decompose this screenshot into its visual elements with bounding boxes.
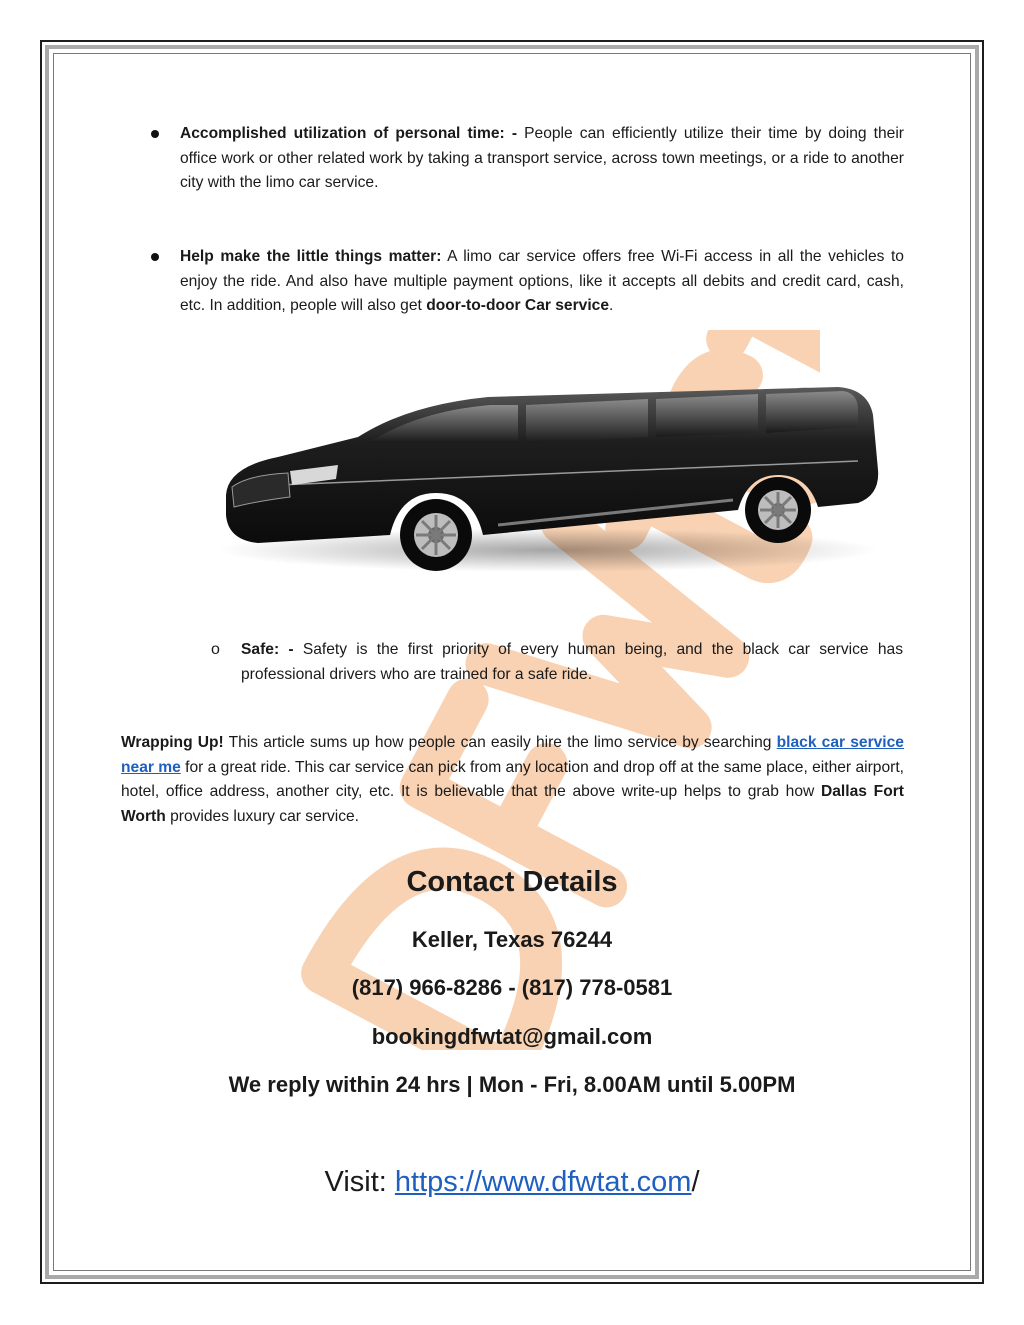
wrap-up-text: provides luxury car service. xyxy=(165,807,360,825)
black-car-service-link[interactable]: black car service near me xyxy=(121,734,904,776)
bullet-dot xyxy=(151,130,159,138)
contact-title: Contact Details xyxy=(406,866,618,898)
wrap-up-paragraph xyxy=(121,731,904,829)
contact-email: bookingdfwtat@gmail.com xyxy=(371,1024,653,1049)
contact-address: Keller, Texas 76244 xyxy=(411,927,613,952)
bullet-lead: Help make the little things matter: xyxy=(180,248,442,265)
bullet-bold-phrase: door-to-door Car service xyxy=(426,297,610,314)
visit-label: Visit: xyxy=(324,1166,395,1198)
wrap-up-lead: Wrapping Up! xyxy=(121,734,224,751)
bullet-lead: Accomplished utilization of personal time: - xyxy=(180,125,518,142)
contact-hours: We reply within 24 hrs | Mon - Fri, 8.00AM until 5.00PM xyxy=(228,1072,796,1097)
bullet-item xyxy=(180,245,904,319)
wrap-up-text: This article sums up how people can easily hire the limo service by searching xyxy=(223,734,777,751)
bullet-end: . xyxy=(609,297,614,314)
wrap-up-bold: Dallas Fort Worth xyxy=(121,783,904,825)
contact-phones: (817) 966-8286 - (817) 778-0581 xyxy=(351,975,673,1000)
sub-bullet-lead: Safe: - xyxy=(241,641,294,658)
visit-line xyxy=(0,1166,1024,1199)
bullet-text: People can efficiently utilize their time by doing their office work or other related work by taking a transport service, across town meetings, or a ride to another city with the limo car service. xyxy=(180,125,905,191)
bullet-text: A limo car service offers free Wi-Fi access in all the vehicles to enjoy the ride. And also have multiple payment options, like it accepts all debits and credit card, cash, etc. In addition, people will also get xyxy=(180,248,904,314)
sub-bullet-text: Safety is the first priority of every human being, and the black car service has professional drivers who are trained for a safe ride. xyxy=(241,641,903,683)
visit-trail: / xyxy=(691,1166,700,1198)
sub-bullet-item xyxy=(241,638,903,687)
bullet-item xyxy=(180,122,904,196)
bullet-dot xyxy=(151,253,159,261)
website-link[interactable]: https://www.dfwtat.com xyxy=(394,1166,692,1198)
sub-bullet-marker: o xyxy=(211,641,220,658)
limousine-image xyxy=(218,375,886,575)
wrap-up-text: for a great ride. This car service can pick from any location and drop off at the same place, either airport, hotel, office address, another city, etc. It is believable that the above write-up helps to grab how xyxy=(121,758,904,800)
